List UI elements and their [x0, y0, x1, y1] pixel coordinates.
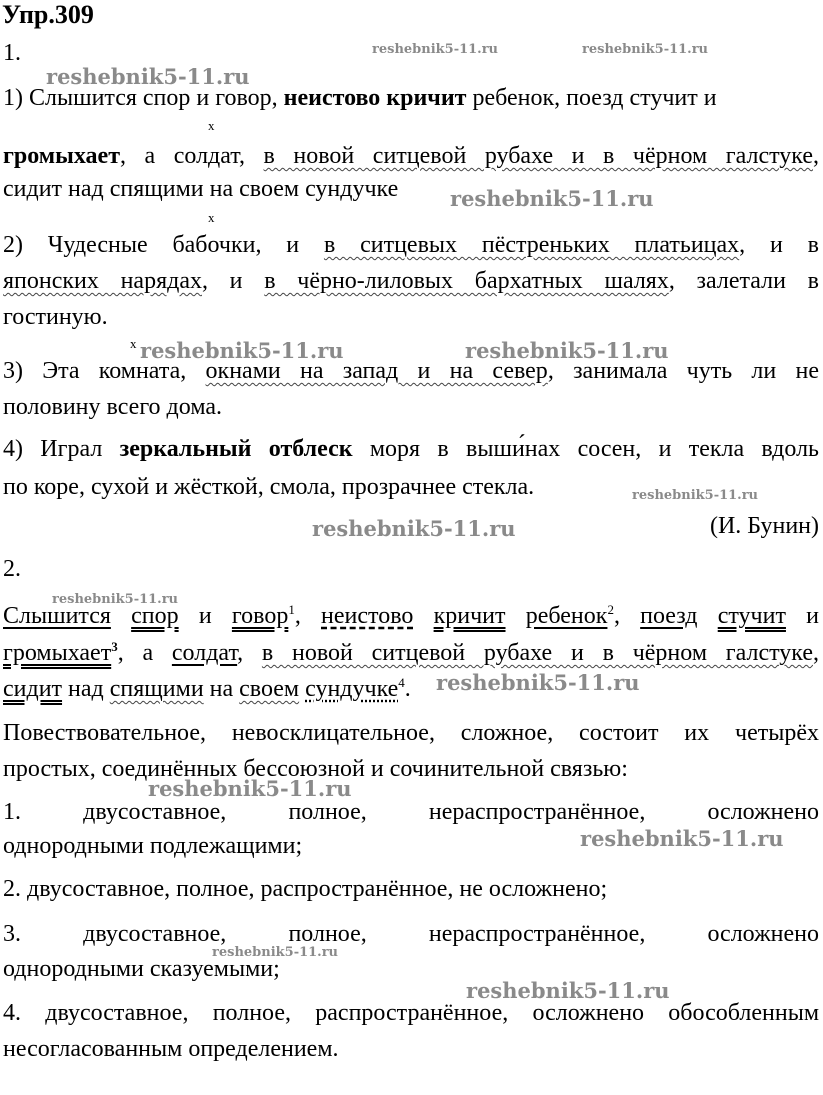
subject-word: Слышится: [3, 603, 111, 629]
watermark: reshebnik5-11.ru: [52, 592, 179, 607]
analysis-line-2: простых, соединённых бессоюзной и сочинительной связью:: [3, 756, 628, 782]
analysis-item-4-line-2: несогласованным определением.: [3, 1036, 339, 1062]
watermark: reshebnik5-11.ru: [582, 42, 709, 57]
sentence-3-line-1: 3) Эта комната, окнами на запад и на север, занимала чуть ли не: [3, 358, 819, 384]
watermark: reshebnik5-11.ru: [466, 978, 670, 1003]
author: (И. Бунин): [709, 513, 819, 539]
part-2-label: 2.: [3, 556, 21, 582]
analysis-item-1-line-2: однородными подлежащими;: [3, 833, 303, 859]
watermark: reshebnik5-11.ru: [372, 42, 499, 57]
sentence-2-line-3: гостиную.: [3, 304, 108, 330]
parsed-line-2: громыхает$^3$, а солдат, в новой ситцевой рубахе и в чёрном галстуке,: [3, 639, 819, 666]
part-1-label: 1.: [3, 40, 21, 66]
sentence-2-line-2: японских нарядах, и в чёрно-лиловых бархатных шалях, залетали в: [3, 268, 819, 294]
wavy-underlined-phrase: в новой ситцевой рубахе и в чёрном галстуке: [263, 143, 813, 169]
sentence-4-line-2: по коре, сухой и жёсткой, смола, прозрачнее стекла.: [3, 474, 535, 500]
watermark: reshebnik5-11.ru: [46, 64, 250, 89]
sentence-1-line-2: громыхает, а солдат, в новой ситцевой рубахе и в чёрном галстуке,: [3, 143, 819, 169]
analysis-item-2: 2. двусоставное, полное, распространённое, не осложнено;: [3, 876, 608, 902]
watermark: reshebnik5-11.ru: [436, 670, 640, 695]
analysis-item-3-line-2: однородными сказуемыми;: [3, 956, 280, 982]
analysis-item-3-line-1: 3. двусоставное, полное, нераспространённое, осложнено: [3, 921, 819, 947]
sentence-1-line-3: сидит над спящими на своем сундучке: [3, 176, 399, 202]
watermark: reshebnik5-11.ru: [148, 776, 352, 801]
watermark: reshebnik5-11.ru: [465, 338, 669, 363]
analysis-line-1: Повествовательное, невосклицательное, сложное, состоит их четырёх: [3, 720, 819, 746]
exercise-title: Упр.309: [2, 0, 94, 29]
x-mark: x: [208, 210, 215, 225]
highlight-phrase: неистово кричит: [283, 85, 467, 111]
analysis-item-1-line-1: 1. двусоставное, полное, нераспространённое, осложнено: [3, 799, 819, 825]
parsed-line-3: сидит над спящими на своем сундучке$^4$.: [3, 675, 411, 702]
watermark: reshebnik5-11.ru: [140, 338, 344, 363]
watermark: reshebnik5-11.ru: [580, 826, 784, 851]
x-mark: x: [208, 118, 215, 133]
sentence-4-line-1: 4) Играл зеркальный отблеск моря в выши́нах сосен, и текла вдоль: [3, 436, 819, 462]
parsed-line-1: Слышится спор и говор$^1$, неистово кричит ребенок$^2$, поезд стучит и: [3, 602, 820, 629]
watermark: reshebnik5-11.ru: [212, 945, 339, 960]
watermark: reshebnik5-11.ru: [632, 488, 759, 503]
sentence-1-line-1: 1) Слышится спор и говор, неистово кричит ребенок, поезд стучит и: [3, 85, 717, 111]
analysis-item-4-line-1: 4. двусоставное, полное, распространённое, осложнено обособленным: [3, 1000, 819, 1026]
watermark: reshebnik5-11.ru: [450, 186, 654, 211]
sentence-2-line-1: 2) Чудесные бабочки, и в ситцевых пёстреньких платьицах, и в: [3, 232, 819, 258]
x-mark: x: [130, 336, 137, 351]
watermark: reshebnik5-11.ru: [312, 516, 516, 541]
sentence-3-line-2: половину всего дома.: [3, 394, 222, 420]
